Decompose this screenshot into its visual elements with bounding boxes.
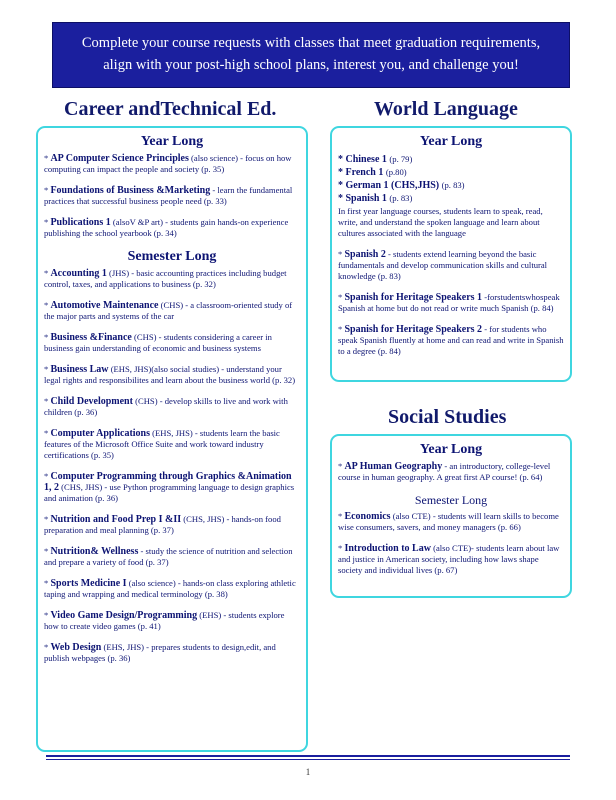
course-title: Spanish for Heritage Speakers 1: [344, 292, 483, 303]
bullet-star: *: [44, 546, 51, 556]
cte-semester-long-heading: Semester Long: [127, 249, 217, 264]
course-title: Sports Medicine I: [50, 578, 127, 589]
footer-rule-thin: [46, 759, 570, 760]
course-description: (CHS) - develop skills to live and work with children (p. 36): [44, 396, 288, 417]
language-course-title: * Chinese 1: [338, 154, 387, 165]
page-number: 1: [305, 767, 311, 777]
course-description: - study the science of nutrition and selection and prepare a variety of food (p. 37): [44, 546, 293, 567]
ss-year-list: [338, 461, 564, 483]
wl-course-list: [338, 249, 564, 357]
course-title: Accounting 1: [50, 268, 107, 279]
course-title: Child Development: [50, 396, 133, 407]
course-title: Video Game Design/Programming: [50, 610, 198, 621]
course-entry: [44, 185, 300, 207]
wl-year-long-heading: Year Long: [419, 134, 483, 149]
course-description: (also science) - hands-on class exploring athletic taping and wrapping and medical terminology (p. 38): [44, 578, 296, 599]
course-entry: [338, 249, 564, 282]
course-entry: [44, 396, 300, 418]
course-entry: [44, 578, 300, 600]
course-description: (CHS) - students considering a career in business gain understanding of economic and business systems: [44, 332, 272, 353]
course-description: (JHS) - basic accounting practices including budget control, taxes, and applications to business (p. 32): [44, 268, 287, 289]
course-entry: [44, 428, 300, 461]
course-entry: [44, 300, 300, 322]
ss-semester-list: [338, 511, 564, 576]
course-entry: [44, 642, 300, 664]
course-entry: [338, 543, 564, 576]
course-description: (CHS) - a classroom-oriented study of the major parts and systems of the car: [44, 300, 293, 321]
course-title: Nutrition and Food Prep I &II: [50, 514, 182, 525]
bullet-star: *: [44, 364, 51, 374]
course-title: Nutrition& Wellness: [50, 546, 139, 557]
wl-heading: World Language: [374, 98, 518, 120]
course-title: AP Human Geography: [344, 461, 443, 472]
language-course-page: (p. 83): [389, 193, 413, 203]
course-description: (EHS) - students explore how to create video games (p. 41): [44, 610, 285, 631]
course-title: Spanish 2: [344, 249, 386, 260]
banner-line-2: align with your post-high school plans, interest you, and challenge you!: [103, 57, 519, 73]
bullet-star: *: [338, 511, 345, 521]
cte-year-list: [44, 153, 300, 239]
bullet-star: *: [44, 428, 51, 438]
ss-heading: Social Studies: [388, 406, 507, 428]
course-entry: [44, 610, 300, 632]
wl-short-list: [338, 153, 564, 205]
bullet-star: *: [44, 217, 51, 227]
course-entry: [44, 153, 300, 175]
bullet-star: *: [338, 461, 345, 471]
language-course-title: * German 1 (CHS,JHS): [338, 180, 440, 191]
bullet-star: *: [44, 642, 51, 652]
bullet-star: *: [44, 396, 51, 406]
course-entry: [44, 364, 300, 386]
course-title: Computer Applications: [50, 428, 151, 439]
course-description: (EHS, JHS) - prepares students to design,edit, and publish webpages (p. 36): [44, 642, 276, 663]
course-description: (CHS, JHS) - hands-on food preparation and meal planning (p. 37): [44, 514, 281, 535]
course-entry: [44, 514, 300, 536]
course-entry: [44, 471, 300, 504]
course-entry: [338, 292, 564, 314]
footer-rule-thick: [46, 755, 570, 757]
language-course-title: * French 1: [338, 167, 384, 178]
bullet-star: *: [44, 153, 51, 163]
course-description: (CHS, JHS) - use Python programming language to design graphics and animation (p. 36): [44, 482, 295, 503]
bullet-star: *: [44, 268, 51, 278]
course-description: (also CTE) - students will learn skills to become wise consumers, savers, and money managers (p. 66): [338, 511, 559, 532]
course-entry: [44, 217, 300, 239]
course-entry: [44, 268, 300, 290]
ss-semester-long-heading: Semester Long: [414, 493, 488, 507]
bullet-star: *: [338, 249, 345, 259]
course-description: -forstudentswhospeak Spanish at home but do not read or write much Spanish (p. 84): [338, 292, 560, 313]
course-title: Automotive Maintenance: [50, 300, 159, 311]
course-title: Economics: [344, 511, 391, 522]
cte-year-long-heading: Year Long: [140, 134, 204, 149]
course-title: Foundations of Business &Marketing: [50, 185, 211, 196]
language-course-page: (p. 83): [441, 180, 465, 190]
cte-heading: Career andTechnical Ed.: [64, 98, 277, 120]
bullet-star: *: [44, 300, 51, 310]
course-description: (EHS, JHS)(also social studies) - understand your legal rights and responsibilites and learn about the business world (p. 32): [44, 364, 296, 385]
course-entry: [338, 461, 564, 483]
footer-rule: [46, 755, 570, 760]
course-description: (EHS, JHS) - students learn the basic features of the Microsoft Office Suite and work toward industry certifications (p. 35): [44, 428, 280, 460]
cte-box: [36, 126, 308, 752]
instruction-banner: [52, 22, 570, 88]
course-title: Introduction to Law: [344, 543, 431, 554]
course-title: Computer Programming through Graphics &Animation 1, 2: [44, 471, 292, 493]
wl-box: [330, 126, 572, 382]
banner-line-1: Complete your course requests with classes that meet graduation requirements,: [81, 35, 541, 51]
course-entry: [44, 546, 300, 568]
bullet-star: *: [44, 578, 51, 588]
bullet-star: *: [44, 610, 51, 620]
course-title: Publications 1: [50, 217, 111, 228]
language-course-page: (p.80): [385, 167, 407, 177]
course-description: - learn the fundamental practices that successful business people need (p. 33): [44, 185, 293, 206]
bullet-star: *: [44, 332, 51, 342]
course-description: (also science) - focus on how computing can impact the people and society (p. 35): [44, 153, 292, 174]
language-course-line: [338, 179, 564, 192]
bullet-star: *: [44, 471, 51, 481]
course-entry: [44, 332, 300, 354]
course-title: Business &Finance: [50, 332, 132, 343]
ss-year-long-heading: Year Long: [419, 442, 483, 457]
language-course-line: [338, 166, 564, 179]
cte-semester-list: [44, 268, 300, 664]
ss-box: [330, 434, 572, 598]
bullet-star: *: [44, 185, 51, 195]
course-description: (alsoV &P art) - students gain hands-on experience publishing the school yearbook (p. 34): [44, 217, 289, 238]
language-course-title: * Spanish 1: [338, 193, 387, 204]
course-description: (also CTE)- students learn about law and justice in American society, including how laws shape society and individual lives (p. 67): [338, 543, 560, 575]
language-course-line: [338, 192, 564, 205]
course-title: Business Law: [50, 364, 109, 375]
bullet-star: *: [338, 324, 345, 334]
language-course-line: [338, 153, 564, 166]
bullet-star: *: [44, 514, 51, 524]
course-description: - students extend learning beyond the basic fundamentals and develop communication skills and cultural knowledge (p. 83): [338, 249, 548, 281]
course-entry: [338, 324, 564, 357]
course-entry: [338, 511, 564, 533]
course-title: Spanish for Heritage Speakers 2: [344, 324, 483, 335]
course-title: Web Design: [50, 642, 102, 653]
course-description: - for students who speak Spanish fluently at home and can read and write in Spanish to a degree (p. 84): [338, 324, 564, 356]
course-description: - an introductory, college-level course in human geography. A great first AP course! (p. 64): [338, 461, 551, 482]
course-title: AP Computer Science Principles: [50, 153, 189, 164]
language-course-page: (p. 79): [389, 154, 413, 164]
bullet-star: *: [338, 292, 345, 302]
wl-intro: In first year language courses, students learn to speak, read, write, and understand the spoken language and learn about cultures associated with the language: [338, 206, 543, 238]
bullet-star: *: [338, 543, 345, 553]
